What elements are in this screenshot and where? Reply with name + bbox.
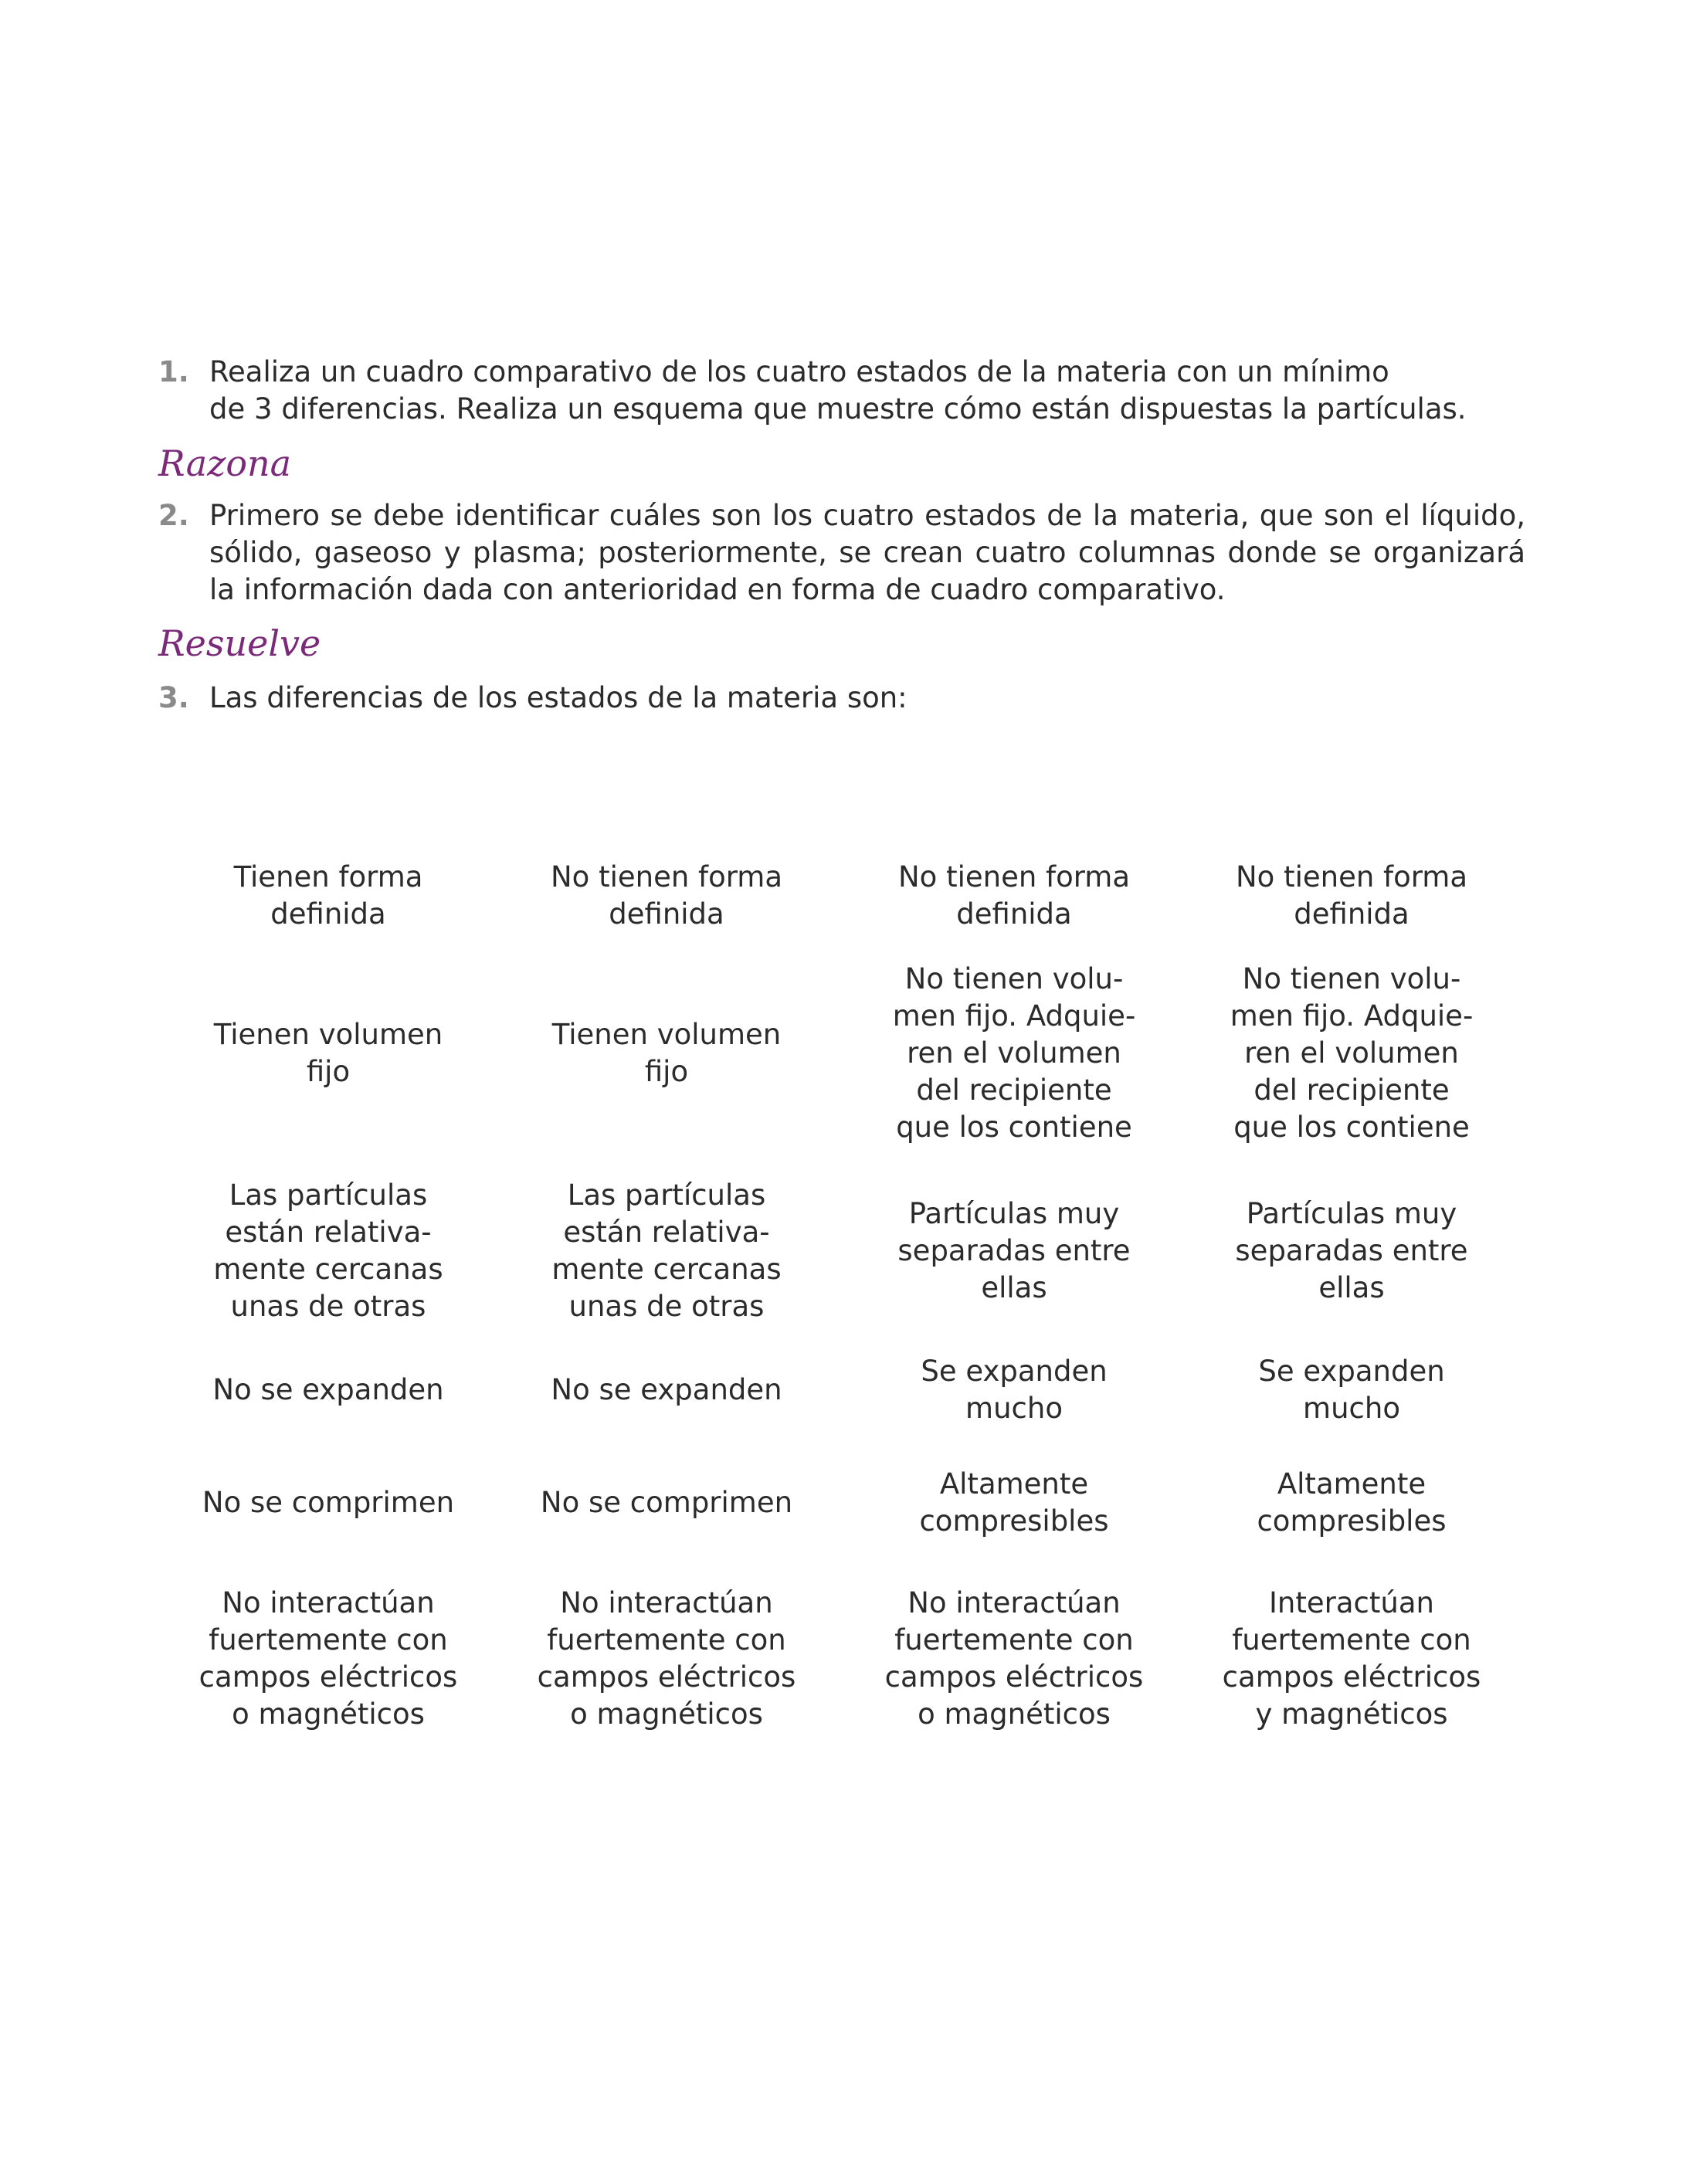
table-row <box>158 1177 1525 1325</box>
table-row <box>158 1585 1525 1733</box>
table-cell: Tienen volumen fijo <box>551 1018 782 1088</box>
table-cell: Interactúan fuertemente con campos eléctricos y magnéticos <box>1222 1586 1481 1731</box>
table-cell: Las partículas están relativa- mente cercanas unas de otras <box>213 1178 443 1323</box>
table-cell: Partículas muy separadas entre ellas <box>1235 1197 1468 1304</box>
table-cell: No se comprimen <box>202 1486 455 1519</box>
table-cell: Tienen forma definida <box>233 860 423 931</box>
table-cell: Tienen volumen fijo <box>213 1018 443 1088</box>
table-cell: No tienen forma definida <box>1236 860 1467 931</box>
table-cell: No se expanden <box>551 1373 782 1406</box>
table-row <box>158 859 1525 933</box>
table-cell: No se expanden <box>212 1373 444 1406</box>
table-cell: No tienen volu- men fijo. Adquie- ren el volumen del recipiente que los contiene <box>1230 962 1474 1144</box>
table-cell: No tienen volu- men fijo. Adquie- ren el volumen del recipiente que los contiene <box>892 962 1136 1144</box>
table-cell: No tienen forma definida <box>551 860 782 931</box>
heading-resuelve: Resuelve <box>158 622 321 664</box>
heading-razona: Razona <box>158 443 292 484</box>
table-cell: Se expanden mucho <box>921 1355 1108 1425</box>
table-cell: No interactúan fuertemente con campos eléctricos o magnéticos <box>884 1586 1144 1731</box>
item-text: Las diferencias de los estados de la materia son: <box>209 681 907 714</box>
table-cell: No interactúan fuertemente con campos eléctricos o magnéticos <box>198 1586 458 1731</box>
item-number: 3. <box>158 681 189 714</box>
exercise-item-3 <box>158 680 1525 717</box>
table-row <box>158 961 1525 1146</box>
exercise-item-2 <box>158 497 1525 609</box>
item-text: Realiza un cuadro comparativo de los cuatro estados de la materia con un mínimo de 3 diferencias. Realiza un esquema que muestre cómo están dispuestas la partículas. <box>209 355 1467 426</box>
table-row <box>158 1353 1525 1427</box>
table-cell: No tienen forma definida <box>898 860 1130 931</box>
table-cell: Altamente compresibles <box>1257 1467 1447 1538</box>
item-text: Primero se debe identificar cuáles son los cuatro estados de la materia, que son el líquido, sólido, gaseoso y plasma; posteriormente, se crean cuatro columnas donde se organizará la información dada con anterioridad en forma de cuadro comparativo. <box>209 499 1525 606</box>
table-cell: Se expanden mucho <box>1258 1355 1445 1425</box>
exercise-item-1 <box>158 354 1525 428</box>
item-number: 1. <box>158 355 189 388</box>
table-cell: Altamente compresibles <box>919 1467 1109 1538</box>
table-cell: Las partículas están relativa- mente cercanas unas de otras <box>551 1178 782 1323</box>
table-row <box>158 1466 1525 1540</box>
table-cell: No se comprimen <box>540 1486 793 1519</box>
table-cell: Partículas muy separadas entre ellas <box>897 1197 1131 1304</box>
item-number: 2. <box>158 499 189 532</box>
table-cell: No interactúan fuertemente con campos eléctricos o magnéticos <box>537 1586 796 1731</box>
